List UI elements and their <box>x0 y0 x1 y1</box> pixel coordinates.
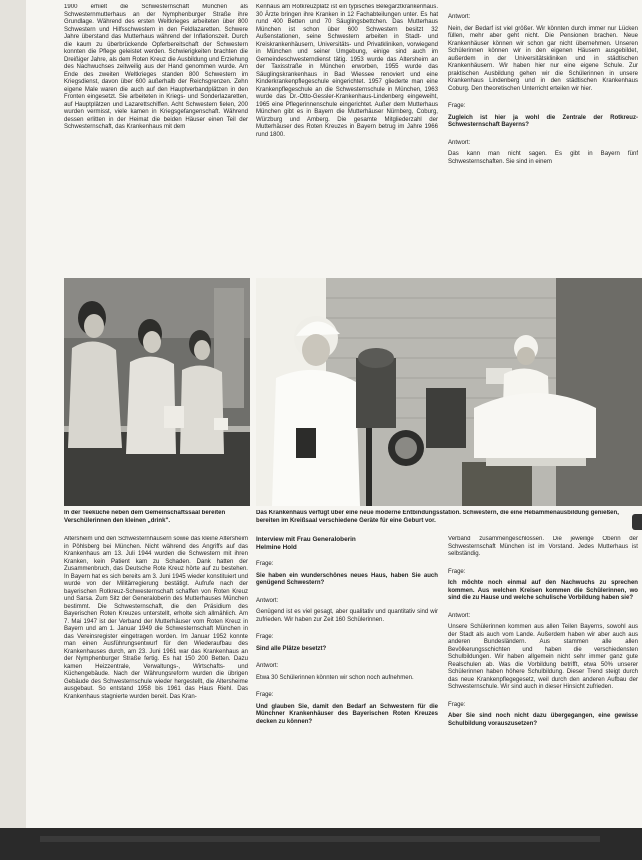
interview-label: Frage: <box>448 103 466 109</box>
delivery-room-image <box>256 278 642 506</box>
photo-caption: In der Teeküche neben dem Gemeinschaftssaal bereiten Verschülerinnen den kleinen „drink". <box>64 510 226 524</box>
interview-question: Und glauben Sie, damit den Bedarf an Schwestern für die Münchner Krankenhäuser des Bayerischen Roten Kreuzes decken zu können? <box>256 703 438 725</box>
interview-label: Antwort: <box>448 139 471 146</box>
interview-label: Antwort: <box>448 612 471 619</box>
interview-question: Ich möchte noch einmal auf den Nachwuchs zu sprechen kommen. Aus welchen Kreisen kommen die Schülerinnen, wo sind die zu Hause und welche schulische Vorbildung haben sie? <box>448 580 638 601</box>
scan-bottom-edge <box>0 828 642 860</box>
interview-label: Frage: <box>256 634 274 640</box>
interview-heading: Interview mit Frau Generaloberin <box>256 536 356 543</box>
interview-label: Antwort: <box>448 14 471 20</box>
photo-caption: Das Krankenhaus verfügt über eine neue moderne Entbindungsstation. Schwestern, die eine Hebammenausbildung genießen, bereiten im Kreißsaal verschiedene Geräte für eine Geburt vor. <box>256 510 619 524</box>
interview-body: Nein, der Bedarf ist viel größer. Wir könnten durch immer nur Lücken füllen, mehr aber geht nicht. Die Pensionen brachen. Neue Krankenhäuser können wir schon gar nicht übernehmen. Unseren Schülerinnen können wir in den eigenen Häusern ausgebildet, außerdem in der Universitätskliniken und in städtischen Krankenhäusern. Wir haben hier nur eine eigene Schule. Zur praktischen Ausbildung gehen wir die Schülerinnen in unsere Krankenhaus Lindenberg und in den städtischen Krankenhaus Coburg. Den theoretischen Unterricht erteilen wir hier. <box>448 25 638 92</box>
article-text: 1900 erhielt die Schwesternschaft München als Schwesternmutterhaus an der Nymphenburger Straße ihre Grundlage. Während des ersten Weltkrieges arbeiteten über 800 Schwestern und Hilfsschwestern in den Feldlazaretten. Schwere Jahre überstand das Mutterhaus während der Inflationszeit. Durch die kaum zu überbrückende Opferbereitschaft der Schwestern konnten die Pflege geleistet werden. Schwierigkeiten brachten die Dreißiger Jahre, als dem Roten Kreuz die Ausbildung und Erziehung des Nachwuchses zeitweilig aus der Hand genommen wurde. Am Ende des zweiten Weltkrieges standen 800 Schwestern im Kriegsdienst, davon über 600 außerhalb der Reichsgrenzen. Zehn eigene Male waren die auch auf den Hauptverbandplätzen in den Fronten eingesetzt. Sie arbeiteten in Kriegs- und Sonderlazaretten, auf Hauptplätzen und Lazarettschiffen. Acht Schwestern fielen, 200 wurden vermisst, viele kamen in Kriegsgefangenschaft. Während dessen erlitten in der Heimat die beiden Häuser einen Teil der Schwesternschaft, das Krankenhaus mit dem <box>64 4 248 130</box>
interview-label: Antwort: <box>256 663 279 669</box>
interview-label: Frage: <box>448 701 466 708</box>
interview-question: Zugleich ist hier ja wohl die Zentrale der Rotkreuz-Schwesternschaft Bayerns? <box>448 114 638 128</box>
article-text: Altersheim und den Schwesternhäusern sowie das kleine Altersheim in Pöhlsberg bei München. Nicht während des Angriffs auf das Krankenhaus am 13. Juli 1944 wurden die Schwestern mit ihren Kranken, kein Patient kam zu Schaden. Dank hatten der Zusammenbruch, das Deutsche Rote Kreuz hörte auf zu bestehen. In Bayern hat es sich bereits am 3. Juni 1945 wieder konstituiert und wurde von der Militärregierung bestätigt. Aufrufe nach der bayerischen Rotkreuz-Schwesternschaft schaffen von Roten Kreuz und Sarsa. Zum Sitz der Generaloberin des Mutterhauses München bestimmt. Die Schwesternschaft, die den Präsidium des Bayerischen Roten Kreuzes unterstellt, erholte sich allmählich. Am 7. Mai 1947 ist der Verband der Mutterhäuser vom Roten Kreuz in Bayern und am 1. Januar 1949 die Schwesternschaft München in das Vereinsregister eingetragen worden. Im Januar 1952 konnte man einen Ausführungsentwurf für den Wiederaufbau des Krankenhauses durch, am 23. Juni 1961 war das Krankenhaus an der Nymphenburger Straße fertig. Es hat 150 200 Betten. Dazu kamen Heizzentrale, Verwaltungs-, Wirtschafts- und Küchengebäude. Nach der Währungsreform wurden die übrigen Gebäude des Schwesternschule wieder hergestellt, die Altersheime ausgebaut. So entstand 1958 bis 1961 das Haus Riehl. Das Krankenhaus stagnierte wurden bereit. Das Kran- <box>64 536 248 700</box>
interview-body: Etwa 30 Schülerinnen könnten wir schon noch aufnehmen. <box>256 674 414 681</box>
tea-kitchen-image <box>64 278 250 506</box>
article-column-bottom-left <box>64 536 248 824</box>
interview-body: Genügend ist es viel gesagt, aber qualitativ und quantitativ sind wir zufrieden. Wir haben zur Zeit 160 Schülerinnen. <box>256 609 438 623</box>
interview-body: Unsere Schülerinnen kommen aus allen Teilen Bayerns, sowohl aus der Stadt als auch vom Lande. Außerdem haben wir aber auch aus anderen Bundesländern. Aus stammen alle allen Bevölkerungsschichten und haben die verschiedensten Schulbildungen. Wir haben allgemein nicht sehr immer ganz gute Realschulen ab. Was die Vorbildung betrifft, etwa 50% unserer Schülerinnen haben höhere Schulbildung. Dieser Trend steigt durch das neue Krankenpflegegesetz, weil durch den anderen Aufbau der Schwesternschule. Wir sind auch in dieser Hinsicht zufrieden. <box>448 624 638 690</box>
interview-body: Verband zusammengeschlossen. Die jeweilige Oberin der Schwesternschaft München ist im Vorstand. Jedes Mutterhaus ist selbständig. <box>448 536 638 557</box>
photo-tea-kitchen <box>64 278 250 506</box>
page-edge-marker <box>632 514 642 530</box>
interview-column-top-right <box>448 4 638 272</box>
interview-heading: Helmine Hold <box>256 543 297 551</box>
interview-label: Frage: <box>256 692 274 698</box>
interview-label: Antwort: <box>256 597 279 604</box>
binding-gutter <box>0 0 26 860</box>
interview-label: Frage: <box>448 568 466 575</box>
interview-label: Frage: <box>256 561 274 567</box>
article-column-top-left <box>64 4 248 276</box>
interview-body: Das kann man nicht sagen. Es gibt in Bayern fünf Schwesternschaften. Sie sind in einem <box>448 151 638 165</box>
interview-question: Sie haben ein wunderschönes neues Haus, haben Sie auch genügend Schwestern? <box>256 572 438 586</box>
interview-question: Sind alle Plätze besetzt? <box>256 645 327 652</box>
interview-column-bottom-middle <box>256 536 438 826</box>
article-column-top-middle <box>256 4 438 266</box>
photo-delivery-room <box>256 278 642 506</box>
interview-question: Aber Sie sind noch nicht dazu übergegangen, eine gewisse Schulbildung vorauszusetzen? <box>448 713 638 727</box>
article-text: Kenhaus am Rotkreuzplatz ist ein typisches Belegarztkrankenhaus. 30 Ärzte bringen ihre Kranken in 12 Fachabteilungen unter. Es hat rund 400 Betten und 70 Säuglingsbettchen. Das Mutterhaus München ist schon über 600 Schwestern besitzt 32 Außenstationen, seine Schwestern arbeiten in Stadt- und Kreiskrankenhäusern, Universitäts- und Privatkliniken, vorwiegend in München und seiner Umgebung, einige sind auch im Gemeindeschwesterndienst tätig. 1953 wurde das Altersheim an der Taxisstraße in München erworben, 1955 wurde das Säuglingskrankenhaus in Bad Wiessee renoviert und eine Kinderkrankenpflegeschule eingerichtet. 1957 gliederte man eine Krankenpflegeschule an die Schwesternschule in München, 1963 wurde das Dr.-Otto-Gessler-Krankenhaus-Lindenberg eingeweiht, 1965 eine Pflegerinnenschule eingerichtet. Außer dem Mutterhaus München gibt es in Bayern die Mutterhäuser Nürnberg, Coburg, Würzburg und Amberg. Die gesamte Mitgliederzahl der Mutterhäuser des Roten Kreuzes in Bayern betrug im Jahre 1966 rund 1800. <box>256 4 438 138</box>
interview-column-bottom-right <box>448 536 638 826</box>
